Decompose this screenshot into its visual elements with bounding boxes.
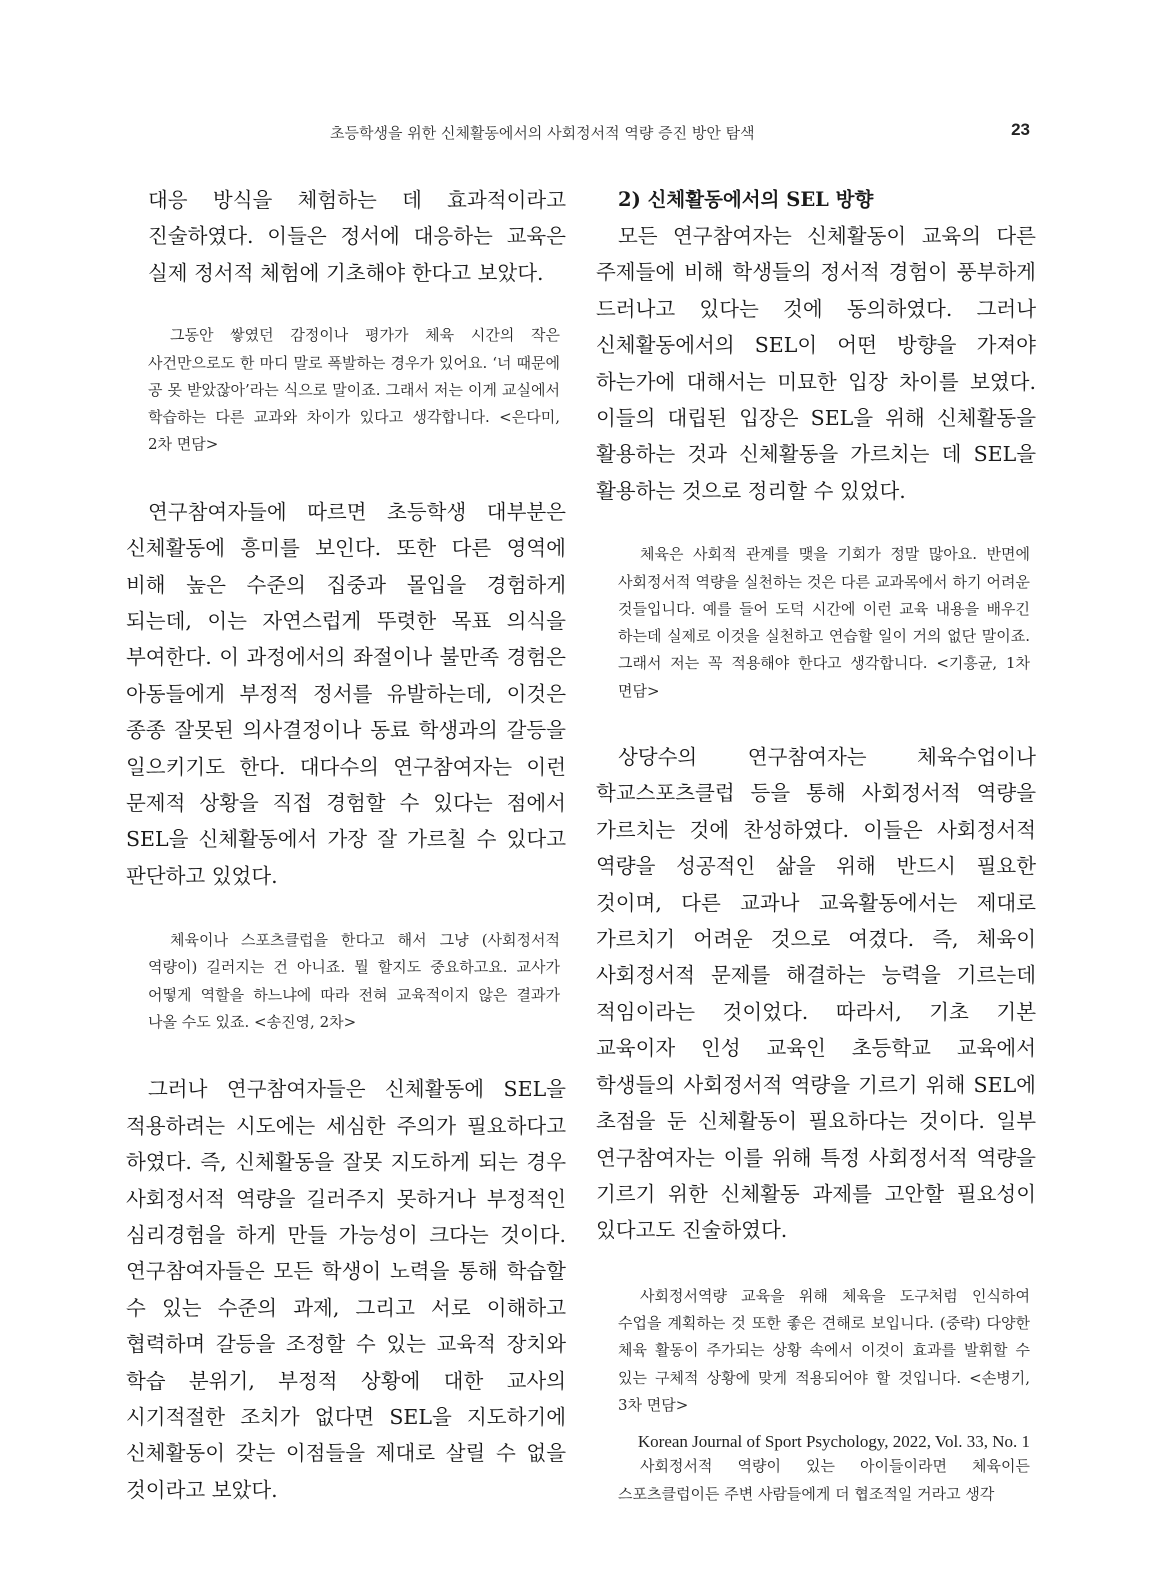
journal-footer: Korean Journal of Sport Psychology, 2022, Vol. 33, No. 1 (637, 1432, 1030, 1451)
right-column (596, 182, 1036, 1508)
interview-quote: 사회정서적 역량이 있는 아이들이라면 체육이든 스포츠클럽이든 주변 사람들에게 더 협조적일 거라고 생각 (618, 1457, 1030, 1503)
interview-quote: 체육이나 스포츠클럽을 한다고 해서 그냥 (사회정서적 역량이) 길러지는 건 아니죠. 뭘 할지도 중요하고요. 교사가 어떻게 역할을 하느냐에 따라 전혀 교육적이지 않은 결과가 나올 수도 있죠. <송진영, 2차> (148, 931, 560, 1032)
body-paragraph: 연구참여자들에 따르면 초등학생 대부분은 신체활동에 흥미를 보인다. 또한 다른 영역에 비해 높은 수준의 집중과 몰입을 경험하게 되는데, 이는 자연스럽게 뚜렷한 목표 의식을 부여한다. 이 과정에서의 좌절이나 불만족 경험은 아동들에게 부정적 정서를 유발하는데, 이것은 종종 잘못된 의사결정이나 동료 학생과의 갈등을 일으키기도 한다. 대다수의 연구참여자는 이런 문제적 상황을 직접 경험할 수 있다는 점에서 SEL을 신체활동에서 가장 잘 가르칠 수 있다고 판단하고 있었다. (126, 499, 566, 888)
body-paragraph: 대응 방식을 체험하는 데 효과적이라고 진술하였다. 이들은 정서에 대응하는 교육은 실제 정서적 체험에 기초해야 한다고 보았다. (148, 188, 566, 285)
body-paragraph: 상당수의 연구참여자는 체육수업이나 학교스포츠클럽 등을 통해 사회정서적 역량을 가르치는 것에 찬성하였다. 이들은 사회정서적 역량을 성공적인 삶을 위해 반드시 필요한 것이며, 다른 교과나 교육활동에서는 제대로 가르치기 어려운 것으로 여겼다. 즉, 체육이 사회정서적 문제를 해결하는 능력을 기르는데 적임이라는 것이었다. 따라서, 기초 기본 교육이자 인성 교육인 초등학교 교육에서 학생들의 사회정서적 역량을 기르기 위해 SEL에 초점을 둔 신체활동이 필요하다는 것이다. 일부 연구참여자는 이를 위해 특정 사회정서적 역량을 기르기 위한 신체활동 과제를 고안할 필요성이 있다고도 진술하였다. (596, 745, 1036, 1243)
interview-quote: 그동안 쌓였던 감정이나 평가가 체육 시간의 작은 사건만으로도 한 마디 말로 폭발하는 경우가 있어요. ‘너 때문에 공 못 받았잖아’라는 식으로 말이죠. 그래서 저는 이게 교실에서 학습하는 다른 교과와 차이가 있다고 생각합니다. <은다미, 2차 면담> (148, 326, 560, 454)
interview-quote: 체육은 사회적 관계를 맺을 기회가 정말 많아요. 반면에 사회정서적 역량을 실천하는 것은 다른 교과목에서 하기 어려운 것들입니다. 예를 들어 도덕 시간에 이런 교육 내용을 배우긴 하는데 실제로 이것을 실천하고 연습할 일이 거의 없단 말이죠. 그래서 저는 꼭 적용해야 한다고 생각합니다. <기흥균, 1차 면담> (618, 545, 1030, 700)
body-paragraph: 그러나 연구참여자들은 신체활동에 SEL을 적용하려는 시도에는 세심한 주의가 필요하다고 하였다. 즉, 신체활동을 잘못 지도하게 되는 경우 사회정서적 역량을 길러주지 못하거나 부정적인 심리경험을 하게 만들 가능성이 크다는 것이다. 연구참여자들은 모든 학생이 노력을 통해 학습할 수 있는 수준의 과제, 그리고 서로 이해하고 협력하며 갈등을 조정할 수 있는 교육적 장치와 학습 분위기, 부정적 상황에 대한 교사의 시기적절한 조치가 없다면 SEL을 지도하기에 신체활동이 갖는 이점들을 제대로 살릴 수 없을 것이라고 보았다. (126, 1077, 566, 1502)
section-heading: 2) 신체활동에서의 SEL 방향 (618, 188, 874, 211)
interview-quote: 사회정서역량 교육을 위해 체육을 도구처럼 인식하여 수업을 계획하는 것 또한 좋은 견해로 보입니다. (중략) 다양한 체육 활동이 주가되는 상황 속에서 이것이 효과를 발휘할 수 있는 구체적 상황에 맞게 적용되어야 할 것입니다. <손병기, 3차 면담> (618, 1286, 1030, 1414)
page-number: 23 (1011, 120, 1030, 139)
running-title: 초등학생을 위한 신체활동에서의 사회정서적 역량 증진 방안 탐색 (330, 124, 755, 142)
running-header (0, 122, 1158, 150)
left-column (126, 182, 566, 1508)
body-paragraph: 모든 연구참여자는 신체활동이 교육의 다른 주제들에 비해 학생들의 정서적 경험이 풍부하게 드러나고 있다는 것에 동의하였다. 그러나 신체활동에서의 SEL이 어떤 방향을 가져야 하는가에 대해서는 미묘한 입장 차이를 보였다. 이들의 대립된 입장은 SEL을 위해 신체활동을 활용하는 것과 신체활동을 가르치는 데 SEL을 활용하는 것으로 정리할 수 있었다. (596, 224, 1036, 503)
